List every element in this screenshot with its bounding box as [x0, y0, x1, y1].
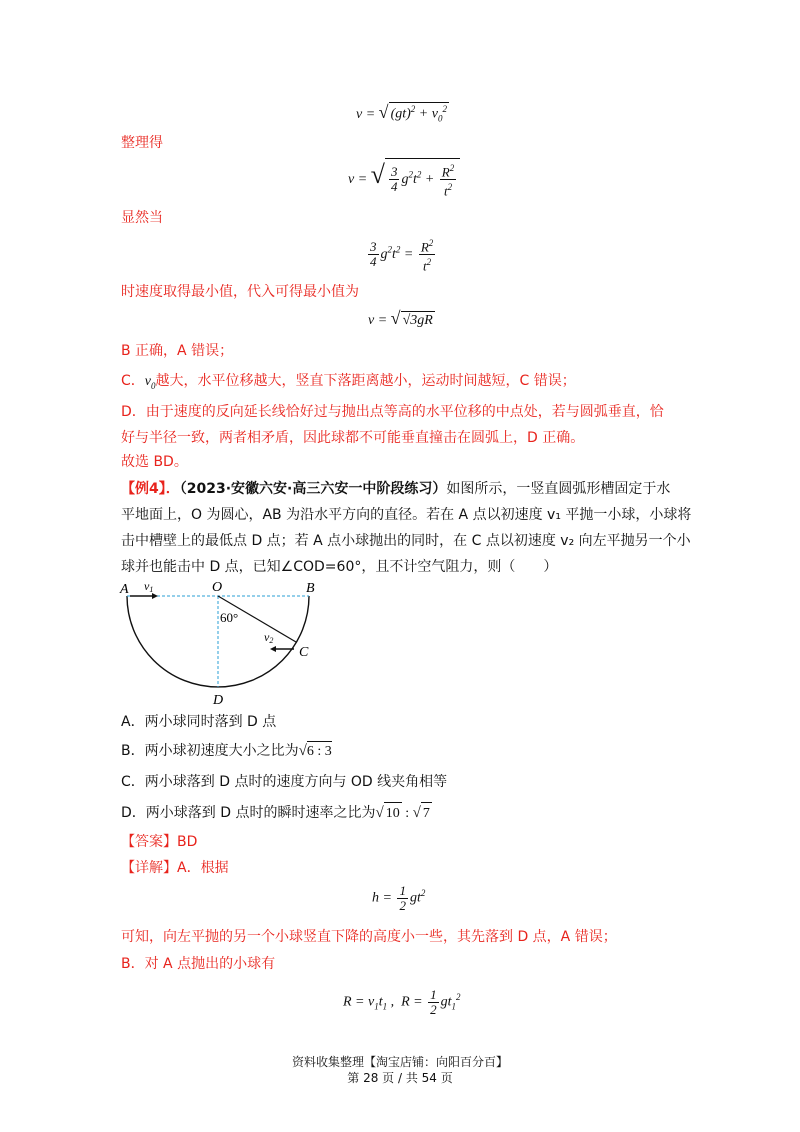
formula-condition: $\frac{3}{4}$ $g^2t^2$ = $\frac{R^2}{t^2}$	[370, 238, 434, 274]
text-line-5: C．$v_0$越大，水平位移越大，竖直下落距离越小，运动时间越短，C 错误；	[121, 373, 576, 391]
label-a: A	[120, 582, 129, 597]
detail-red-2: B．对 A 点抛出的小球有	[121, 956, 276, 972]
formula-height: h = $\frac{1}{2}$ $gt^2$	[372, 883, 426, 913]
semicircle-diagram	[118, 578, 328, 708]
text-line-2: 显然当	[121, 210, 163, 226]
example-label: 【例4】．	[121, 481, 180, 497]
option-d: D．两小球落到 D 点时的瞬时速率之比为√ 10 : √ 7	[121, 802, 432, 824]
example-line-1: 【例4】．（2023·安徽六安·高三六安一中阶段练习）如图所示，一竖直圆弧形槽固定于水	[121, 481, 671, 497]
label-angle: 60°	[220, 610, 239, 625]
answer-line: 【答案】BD	[121, 834, 198, 850]
text-line-4: B 正确，A 错误；	[121, 343, 234, 359]
label-b: B	[306, 581, 315, 596]
v2-arrowhead	[270, 646, 276, 652]
text-line-3: 时速度取得最小值，代入可得最小值为	[121, 284, 359, 300]
example-source: （2023·安徽六安·高三六安一中阶段练习）	[179, 481, 447, 497]
text-line-6: D．由于速度的反向延长线恰好过与抛出点等高的水平位移的中点处，若与圆弧垂直，恰	[121, 404, 664, 420]
example-line-3: 击中槽壁上的最低点 D 点；若 A 点小球抛出的同时，在 C 点以初速度 v₂ 向左平抛另一个小	[121, 533, 691, 549]
label-o: O	[212, 580, 223, 595]
formula-a-ball: $R = v_1t_1$ , R = $\frac{1}{2}$ $gt_1^2$	[343, 987, 461, 1017]
label-d: D	[213, 693, 224, 708]
text-line-1: 整理得	[121, 135, 163, 151]
text-line-7: 好与半径一致，两者相矛盾，因此球都不可能垂直撞击在圆弧上，D 正确。	[121, 430, 585, 446]
label-v2: v2	[264, 630, 274, 645]
option-a: A．两小球同时落到 D 点	[121, 714, 277, 730]
label-v1: v1	[144, 579, 154, 594]
formula-min-velocity: v = √ √3gR	[368, 308, 433, 328]
footer-source: 资料收集整理【淘宝店铺：向阳百分百】	[291, 1055, 508, 1069]
footer-page-number: 第 28 页 / 共 54 页	[347, 1071, 453, 1085]
text-line-8: 故选 BD。	[121, 454, 188, 470]
label-c: C	[299, 645, 309, 660]
formula-velocity: v = √ $(gt)^2 + v_0^2$	[356, 102, 447, 124]
option-b: B．两小球初速度大小之比为√6 : 3	[121, 741, 332, 762]
option-c: C．两小球落到 D 点时的速度方向与 OD 线夹角相等	[121, 774, 448, 790]
example-line-2: 平地面上，O 为圆心，AB 为沿水平方向的直径。若在 A 点以初速度 v₁ 平抛一小球，小球将	[121, 507, 692, 523]
example-line-4: 球并也能击中 D 点，已知∠COD=60°，且不计空气阻力，则（ ）	[121, 559, 558, 575]
formula-velocity-rearranged: v = √ $\frac{3}{4}$ $g^2t^2$ + $\frac{R^2}{t^2}$	[348, 158, 460, 199]
detail-red-1: 可知，向左平抛的另一个小球竖直下降的高度小一些，其先落到 D 点，A 错误；	[121, 929, 617, 945]
detail-line: 【详解】A．根据	[121, 860, 229, 876]
